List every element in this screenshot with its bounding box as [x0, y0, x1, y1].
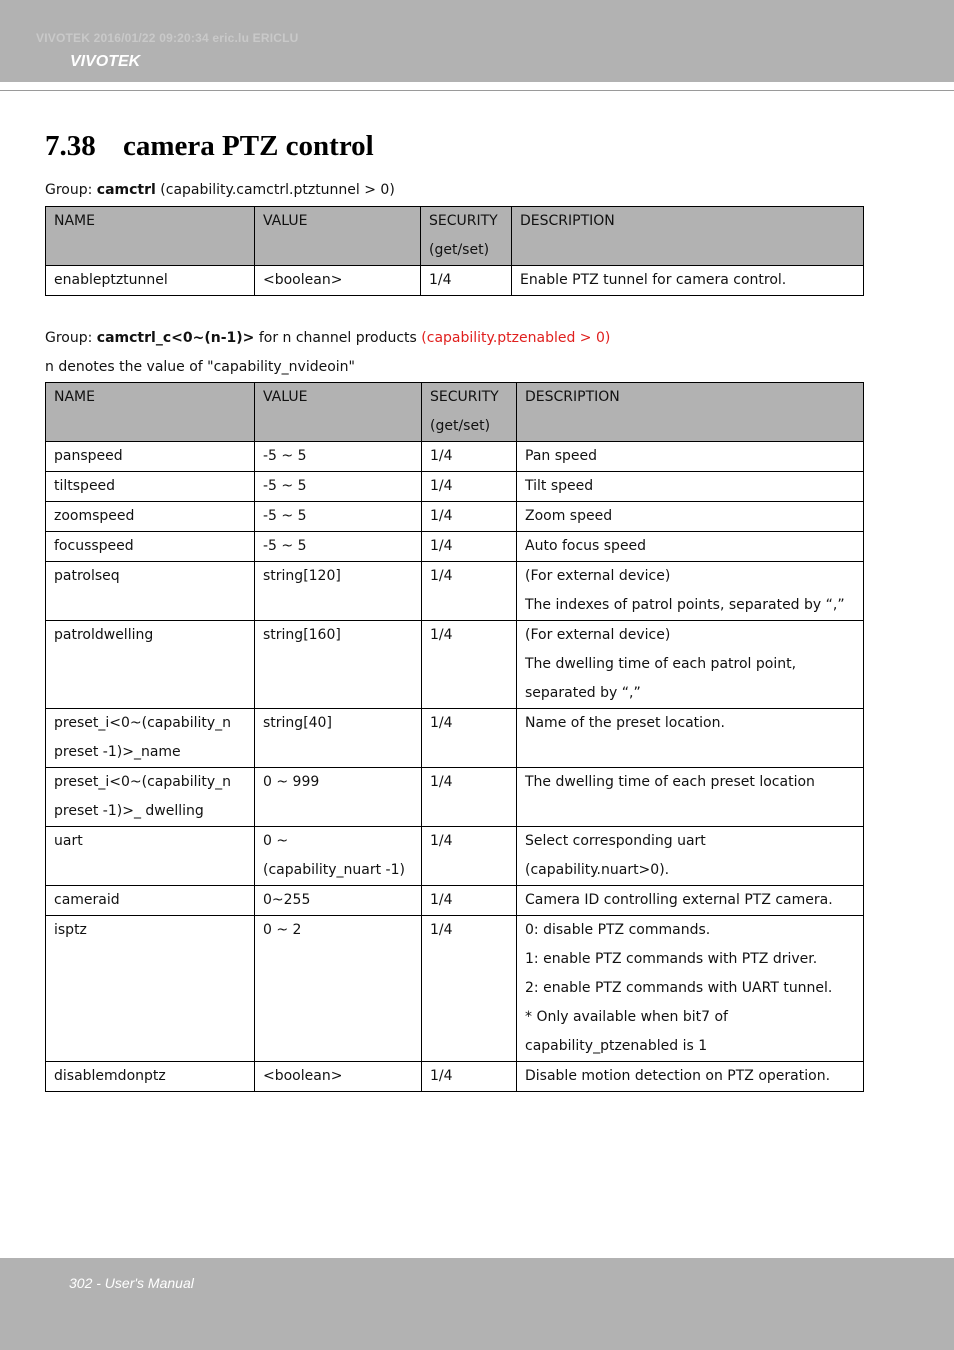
table-cell [422, 442, 517, 472]
cell-text: Name of the preset location. [525, 715, 725, 731]
table-cell [255, 827, 422, 886]
cell-text: (capability.nuart>0). [525, 862, 670, 878]
table-row [46, 916, 864, 1062]
group2-name: camctrl_c<0~(n-1)> [96, 330, 255, 346]
cell-text: cameraid [54, 892, 120, 908]
cell-text: 0 ~ [263, 833, 289, 849]
table-cell [422, 886, 517, 916]
table1-header-cell: SECURITY (get/set) [421, 207, 512, 266]
table-row [46, 709, 864, 768]
table-cell [255, 266, 421, 296]
cell-text: 0~255 [263, 892, 311, 908]
table-cell [255, 502, 422, 532]
cell-text: zoomspeed [54, 508, 135, 524]
header-divider [0, 90, 954, 91]
cell-text: Pan speed [525, 448, 598, 464]
table-cell [255, 768, 422, 827]
cell-text: -5 ~ 5 [263, 508, 307, 524]
watermark-text: VIVOTEK 2016/01/22 09:20:34 eric.lu ERICLU [36, 31, 299, 45]
table-cell [517, 768, 864, 827]
table1-header-cell: NAME [46, 207, 255, 266]
table-cell [422, 916, 517, 1062]
table-camctrl-channel [45, 382, 864, 1092]
cell-text: 1/4 [430, 627, 453, 643]
table2-header-cell: VALUE [255, 383, 422, 442]
table1-header-cell: VALUE [255, 207, 421, 266]
cell-text: preset -1)>_ dwelling [54, 803, 204, 819]
table2-header-row [46, 383, 864, 442]
table-cell [517, 916, 864, 1062]
group1-name: camctrl [96, 182, 156, 198]
table-row [46, 827, 864, 886]
cell-text: * Only available when bit7 of [525, 1009, 728, 1025]
table-row [46, 562, 864, 621]
table-cell [422, 502, 517, 532]
cell-text: 1/4 [430, 833, 453, 849]
cell-text: 0 ~ 2 [263, 922, 302, 938]
group2-line [45, 330, 610, 346]
cell-text: (For external device) [525, 627, 671, 643]
table-cell [46, 916, 255, 1062]
cell-text: -5 ~ 5 [263, 448, 307, 464]
cell-text: patrolseq [54, 568, 120, 584]
table-cell [421, 266, 512, 296]
cell-text: string[40] [263, 715, 332, 731]
cell-text: Tilt speed [525, 478, 594, 494]
table-row [46, 1062, 864, 1092]
table-cell [517, 472, 864, 502]
table-cell [255, 562, 422, 621]
cell-text: 1/4 [430, 774, 453, 790]
cell-text: 1/4 [430, 922, 453, 938]
table-cell [517, 827, 864, 886]
cell-text: isptz [54, 922, 87, 938]
cell-text: 1/4 [430, 892, 453, 908]
table-cell [512, 266, 864, 296]
table-cell [255, 916, 422, 1062]
cell-text: 1/4 [430, 508, 453, 524]
table-cell [517, 502, 864, 532]
table-row [46, 442, 864, 472]
cell-text: 1/4 [430, 715, 453, 731]
table-cell [517, 562, 864, 621]
cell-text: preset -1)>_name [54, 744, 181, 760]
table-cell [422, 1062, 517, 1092]
cell-text: 1/4 [429, 272, 452, 288]
cell-text: 1/4 [430, 478, 453, 494]
cell-text: disablemdonptz [54, 1068, 166, 1084]
table2-header-cell: DESCRIPTION [517, 383, 864, 442]
table1-header-cell: DESCRIPTION [512, 207, 864, 266]
cell-text: The dwelling time of each preset location [525, 774, 815, 790]
table-cell [517, 532, 864, 562]
table-row [46, 768, 864, 827]
table-cell [422, 709, 517, 768]
table1-header-row [46, 207, 864, 266]
cell-text: 0 ~ 999 [263, 774, 320, 790]
cell-text: <boolean> [263, 272, 343, 288]
cell-text: 1/4 [430, 1068, 453, 1084]
table-cell [517, 621, 864, 709]
table2-header-cell: NAME [46, 383, 255, 442]
cell-text: 1/4 [430, 568, 453, 584]
cell-text: enableptztunnel [54, 272, 168, 288]
table-cell [46, 768, 255, 827]
cell-text: preset_i<0~(capability_n [54, 774, 232, 790]
cell-text: patroldwelling [54, 627, 154, 643]
table-cell [46, 709, 255, 768]
cell-text: <boolean> [263, 1068, 343, 1084]
table-cell [46, 472, 255, 502]
cell-text: panspeed [54, 448, 123, 464]
table-cell [255, 442, 422, 472]
cell-text: Camera ID controlling external PTZ camera. [525, 892, 833, 908]
cell-text: capability_ptzenabled is 1 [525, 1038, 708, 1054]
cell-text: 1: enable PTZ commands with PTZ driver. [525, 951, 818, 967]
page-number: 302 - User's Manual [69, 1275, 194, 1291]
cell-text: string[120] [263, 568, 341, 584]
table2-header-cell: SECURITY (get/set) [422, 383, 517, 442]
table-cell [255, 532, 422, 562]
cell-text: separated by “,” [525, 685, 641, 701]
cell-text: preset_i<0~(capability_n [54, 715, 232, 731]
table-cell [46, 621, 255, 709]
table-cell [46, 266, 255, 296]
table-cell [46, 442, 255, 472]
cell-text: 1/4 [430, 538, 453, 554]
cell-text: (capability_nuart -1) [263, 862, 405, 878]
table-cell [46, 532, 255, 562]
brand-name: VIVOTEK [70, 53, 141, 70]
table-cell [422, 827, 517, 886]
group1-suffix: (capability.camctrl.ptztunnel > 0) [155, 182, 395, 198]
cell-text: The indexes of patrol points, separated by “,” [525, 597, 845, 613]
cell-text: -5 ~ 5 [263, 478, 307, 494]
table-cell [255, 709, 422, 768]
cell-text: 1/4 [430, 448, 453, 464]
group2-prefix: Group: [45, 330, 97, 346]
group2-note: n denotes the value of "capability_nvideoin" [45, 359, 355, 375]
cell-text: Select corresponding uart [525, 833, 706, 849]
table-cell [422, 768, 517, 827]
cell-text: string[160] [263, 627, 341, 643]
cell-text: Disable motion detection on PTZ operation. [525, 1068, 831, 1084]
cell-text: (For external device) [525, 568, 671, 584]
cell-text: tiltspeed [54, 478, 116, 494]
group1-prefix: Group: [45, 182, 97, 198]
section-title [45, 130, 374, 163]
table-cell [255, 1062, 422, 1092]
table-camctrl [45, 206, 864, 296]
table-cell [46, 562, 255, 621]
group2-middle: for n channel products [254, 330, 422, 346]
cell-text: Enable PTZ tunnel for camera control. [520, 272, 787, 288]
table-row [46, 621, 864, 709]
table-cell [46, 886, 255, 916]
table-cell [255, 886, 422, 916]
table-row [46, 502, 864, 532]
table-cell [255, 472, 422, 502]
cell-text: The dwelling time of each patrol point, [525, 656, 797, 672]
section-title-text: camera PTZ control [123, 130, 374, 162]
cell-text: -5 ~ 5 [263, 538, 307, 554]
cell-text: 2: enable PTZ commands with UART tunnel. [525, 980, 833, 996]
cell-text: Zoom speed [525, 508, 613, 524]
table-cell [255, 621, 422, 709]
table-cell [517, 886, 864, 916]
table-cell [422, 562, 517, 621]
footer-bar [0, 1258, 954, 1350]
table-cell [422, 532, 517, 562]
group1-line [45, 182, 395, 198]
table-cell [422, 472, 517, 502]
table-cell [517, 709, 864, 768]
section-number: 7.38 [45, 130, 96, 162]
table-cell [517, 442, 864, 472]
table-cell [422, 621, 517, 709]
cell-text: 0: disable PTZ commands. [525, 922, 711, 938]
table-row [46, 472, 864, 502]
table-cell [46, 1062, 255, 1092]
table-row [46, 886, 864, 916]
cell-text: focusspeed [54, 538, 134, 554]
header-bar [0, 0, 954, 82]
table-row [46, 532, 864, 562]
table-cell [46, 502, 255, 532]
group2-condition: (capability.ptzenabled > 0) [421, 330, 611, 346]
cell-text: Auto focus speed [525, 538, 647, 554]
cell-text: uart [54, 833, 83, 849]
table-cell [46, 827, 255, 886]
table-row [46, 266, 864, 296]
table-cell [517, 1062, 864, 1092]
